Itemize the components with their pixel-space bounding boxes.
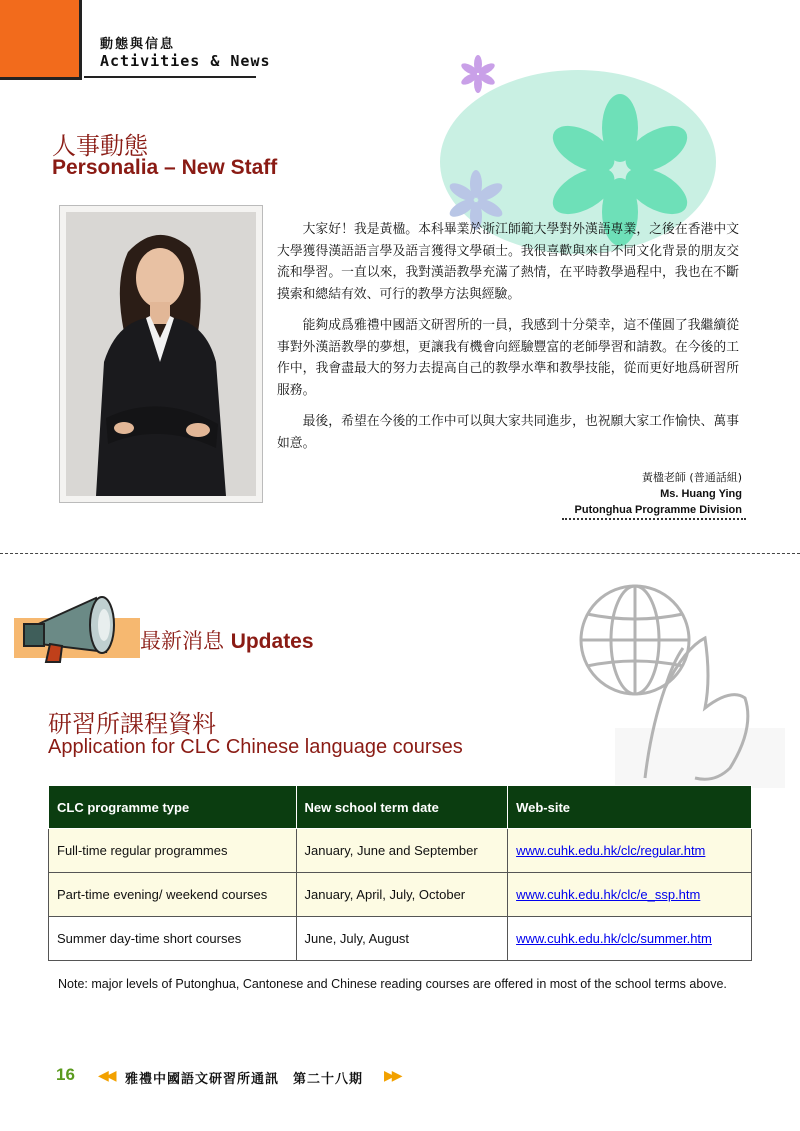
- header-rule: [84, 76, 256, 78]
- bio-paragraph: 最後，希望在今後的工作中可以與大家共同進步，也祝願大家工作愉快、萬事如意。: [277, 414, 739, 451]
- staff-portrait: [66, 212, 256, 496]
- signature-name-zh: 黃楹老師 (普通話組): [641, 471, 742, 484]
- signature-name-en: Ms. Huang Ying: [660, 488, 742, 500]
- staff-bio: [277, 219, 739, 464]
- table-row: [49, 829, 752, 873]
- website-cell: [508, 873, 752, 917]
- table-row: [49, 873, 752, 917]
- bio-paragraph: 大家好！我是黃楹。本科畢業於浙江師範大學對外漢語專業，之後在香港中文大學獲得漢語語言學及語言獲得文學碩士。我很喜歡與來自不同文化背景的朋友交流和學習。一直以來，我對漢語教學充滿了熱情，在平時教學過程中，我也在不斷摸索和總結有效、可行的教學方法與經驗。: [277, 222, 739, 302]
- signature-division: Putonghua Programme Division: [574, 504, 742, 516]
- website-link[interactable]: www.cuhk.edu.hk/clc/e_ssp.htm: [516, 887, 701, 902]
- megaphone-icon: [16, 592, 120, 664]
- bio-paragraph: 能夠成爲雅禮中國語文研習所的一員，我感到十分榮幸，這不僅圓了我繼續從事對外漢語教學的夢想，更讓我有機會向經驗豐富的老師學習和請教。在今後的工作中，我會盡最大的努力去提高自己的教學水準和教學技能，從而更好地爲研習所服務。: [277, 318, 739, 398]
- globe-hand-illustration: [555, 578, 785, 788]
- updates-title-en: Updates: [230, 630, 314, 653]
- programme-type: Summer day-time short courses: [49, 917, 297, 961]
- table-header-row: [49, 786, 752, 829]
- section-divider: [0, 553, 800, 554]
- courses-title-en: Application for CLC Chinese language courses: [48, 736, 463, 758]
- arrow-right-icon: ▶▶: [384, 1068, 400, 1084]
- courses-table: [48, 785, 752, 961]
- website-link[interactable]: www.cuhk.edu.hk/clc/summer.htm: [516, 931, 712, 946]
- signature-dotted-rule: [562, 518, 746, 520]
- programme-type: Part-time evening/ weekend courses: [49, 873, 297, 917]
- section-label-en: Activities & News: [100, 52, 271, 70]
- table-row: [49, 917, 752, 961]
- programme-type: Full-time regular programmes: [49, 829, 297, 873]
- page-number: 16: [56, 1065, 75, 1084]
- column-header: Web-site: [508, 786, 752, 829]
- personalia-title-en: Personalia – New Staff: [52, 156, 278, 179]
- website-cell: [508, 829, 752, 873]
- courses-note: Note: major levels of Putonghua, Cantonese and Chinese reading courses are offered in most of the school terms above.: [58, 977, 727, 991]
- signature: [520, 470, 742, 518]
- website-link[interactable]: www.cuhk.edu.hk/clc/regular.htm: [516, 843, 706, 858]
- section-label-zh: 動態與信息: [100, 37, 176, 52]
- personalia-title-zh: 人事動態: [52, 132, 148, 160]
- publication-title: 雅禮中國語文研習所通訊 第二十八期: [125, 1072, 364, 1087]
- courses-title-zh: 研習所課程資料: [48, 710, 216, 738]
- term-date: June, July, August: [296, 917, 508, 961]
- updates-title-zh: 最新消息: [140, 629, 224, 653]
- updates-title: [140, 625, 314, 655]
- column-header: New school term date: [296, 786, 508, 829]
- arrow-left-icon: ◀◀: [98, 1068, 114, 1084]
- term-date: January, June and September: [296, 829, 508, 873]
- term-date: January, April, July, October: [296, 873, 508, 917]
- column-header: CLC programme type: [49, 786, 297, 829]
- website-cell: [508, 917, 752, 961]
- corner-block: [0, 0, 82, 80]
